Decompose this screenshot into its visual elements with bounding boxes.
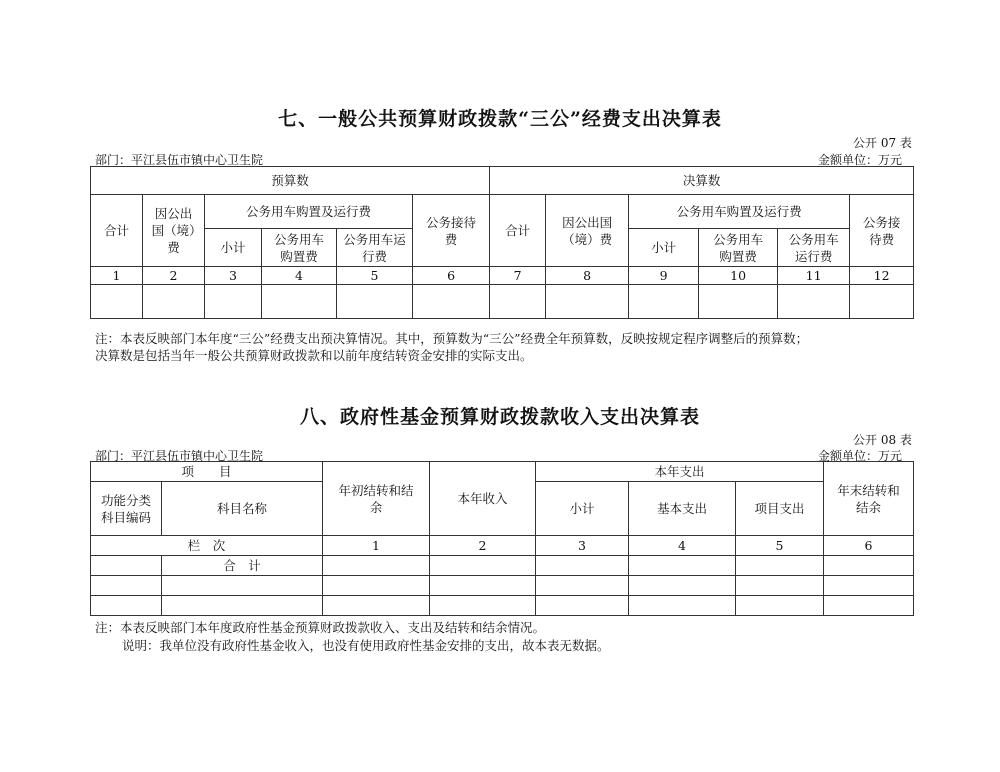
data-cell [629, 556, 736, 576]
subject-name-header: 科目名称 [162, 482, 323, 536]
column-number: 4 [262, 267, 337, 285]
column-number: 3 [536, 536, 629, 556]
data-cell [337, 285, 413, 319]
data-cell [205, 285, 262, 319]
data-cell [536, 576, 629, 596]
data-cell [824, 576, 914, 596]
budget-vehicle-header: 公务用车购置及运行费 [205, 195, 413, 229]
data-cell [629, 576, 736, 596]
column-number: 11 [778, 267, 850, 285]
data-cell [736, 556, 824, 576]
section8-department: 部门：平江县伍市镇中心卫生院 [95, 449, 264, 463]
data-cell [536, 556, 629, 576]
section8-note-line2: 说明：我单位没有政府性基金收入，也没有使用政府性基金安排的支出，故本表无数据。 [122, 638, 610, 653]
section8-table-number: 公开 08 表 [853, 433, 912, 447]
column-number: 6 [824, 536, 914, 556]
table-row [91, 556, 914, 576]
column-number: 5 [337, 267, 413, 285]
item-header: 项 目 [91, 462, 323, 482]
column-number: 3 [205, 267, 262, 285]
column-number: 8 [546, 267, 629, 285]
column-number: 1 [91, 267, 143, 285]
project-expense-header: 项目支出 [736, 482, 824, 536]
final-abroad-header: 因公出国（境）费 [546, 195, 629, 267]
expense-subtotal-header: 小计 [536, 482, 629, 536]
final-header: 决算数 [490, 167, 914, 195]
data-cell [546, 285, 629, 319]
column-number: 9 [629, 267, 699, 285]
final-subtotal-header: 小计 [629, 229, 699, 267]
section8-unit: 金额单位：万元 [818, 449, 903, 463]
budget-vehicle-purchase-header: 公务用车购置费 [262, 229, 337, 267]
budget-abroad-header: 因公出国（境）费 [143, 195, 205, 267]
data-cell [323, 556, 430, 576]
data-cell [162, 576, 323, 596]
data-cell [736, 596, 824, 616]
data-cell [736, 576, 824, 596]
budget-vehicle-operation-header: 公务用车运行费 [337, 229, 413, 267]
column-number: 2 [143, 267, 205, 285]
final-reception-header: 公务接待费 [850, 195, 914, 267]
table-row [91, 285, 914, 319]
section7-department: 部门：平江县伍市镇中心卫生院 [95, 153, 264, 167]
column-number: 1 [323, 536, 430, 556]
data-cell [91, 596, 162, 616]
closing-balance-header: 年末结转和结余 [824, 462, 914, 536]
final-vehicle-operation-header: 公务用车运行费 [778, 229, 850, 267]
opening-balance-header: 年初结转和结余 [323, 462, 430, 536]
section8-note-line1: 注：本表反映部门本年度政府性基金预算财政拨款收入、支出及结转和结余情况。 [95, 620, 546, 635]
budget-subtotal-header: 小计 [205, 229, 262, 267]
final-total-header: 合计 [490, 195, 546, 267]
budget-header: 预算数 [91, 167, 490, 195]
column-number: 10 [699, 267, 778, 285]
section7-note-line1: 注：本表反映部门本年度“三公”经费支出预决算情况。其中，预算数为“三公”经费全年预算数，反映按规定程序调整后的预算数； [95, 331, 809, 346]
column-number: 7 [490, 267, 546, 285]
data-cell [536, 596, 629, 616]
data-cell [824, 556, 914, 576]
total-row-label: 合 计 [162, 556, 323, 576]
table-row [91, 576, 914, 596]
data-cell [850, 285, 914, 319]
data-cell [778, 285, 850, 319]
func-code-header: 功能分类科目编码 [91, 482, 162, 536]
basic-expense-header: 基本支出 [629, 482, 736, 536]
expense-header: 本年支出 [536, 462, 824, 482]
column-number: 5 [736, 536, 824, 556]
section7-unit: 金额单位：万元 [818, 153, 903, 167]
final-vehicle-purchase-header: 公务用车购置费 [699, 229, 778, 267]
section7-title: 七、一般公共预算财政拨款“三公”经费支出决算表 [278, 108, 722, 130]
data-cell [262, 285, 337, 319]
data-cell [162, 596, 323, 616]
column-number: 12 [850, 267, 914, 285]
data-cell [91, 285, 143, 319]
column-number: 4 [629, 536, 736, 556]
data-cell [323, 596, 430, 616]
table-row [91, 596, 914, 616]
section7-table [90, 166, 914, 319]
data-cell [699, 285, 778, 319]
budget-total-header: 合计 [91, 195, 143, 267]
data-cell [430, 576, 536, 596]
data-cell [143, 285, 205, 319]
data-cell [91, 576, 162, 596]
column-number: 2 [430, 536, 536, 556]
data-cell [413, 285, 490, 319]
data-cell [824, 596, 914, 616]
data-cell [629, 596, 736, 616]
data-cell [430, 556, 536, 576]
section7-note-line2: 决算数是包括当年一般公共预算财政拨款和以前年度结转资金安排的实际支出。 [95, 348, 533, 363]
section8-table [90, 461, 914, 616]
data-cell [430, 596, 536, 616]
column-number: 6 [413, 267, 490, 285]
column-number-label: 栏 次 [91, 536, 323, 556]
section7-table-number: 公开 07 表 [853, 136, 912, 150]
final-vehicle-header: 公务用车购置及运行费 [629, 195, 850, 229]
data-cell [490, 285, 546, 319]
data-cell [629, 285, 699, 319]
data-cell [91, 556, 162, 576]
data-cell [323, 576, 430, 596]
section8-title: 八、政府性基金预算财政拨款收入支出决算表 [299, 406, 700, 428]
budget-reception-header: 公务接待费 [413, 195, 490, 267]
income-header: 本年收入 [430, 462, 536, 536]
